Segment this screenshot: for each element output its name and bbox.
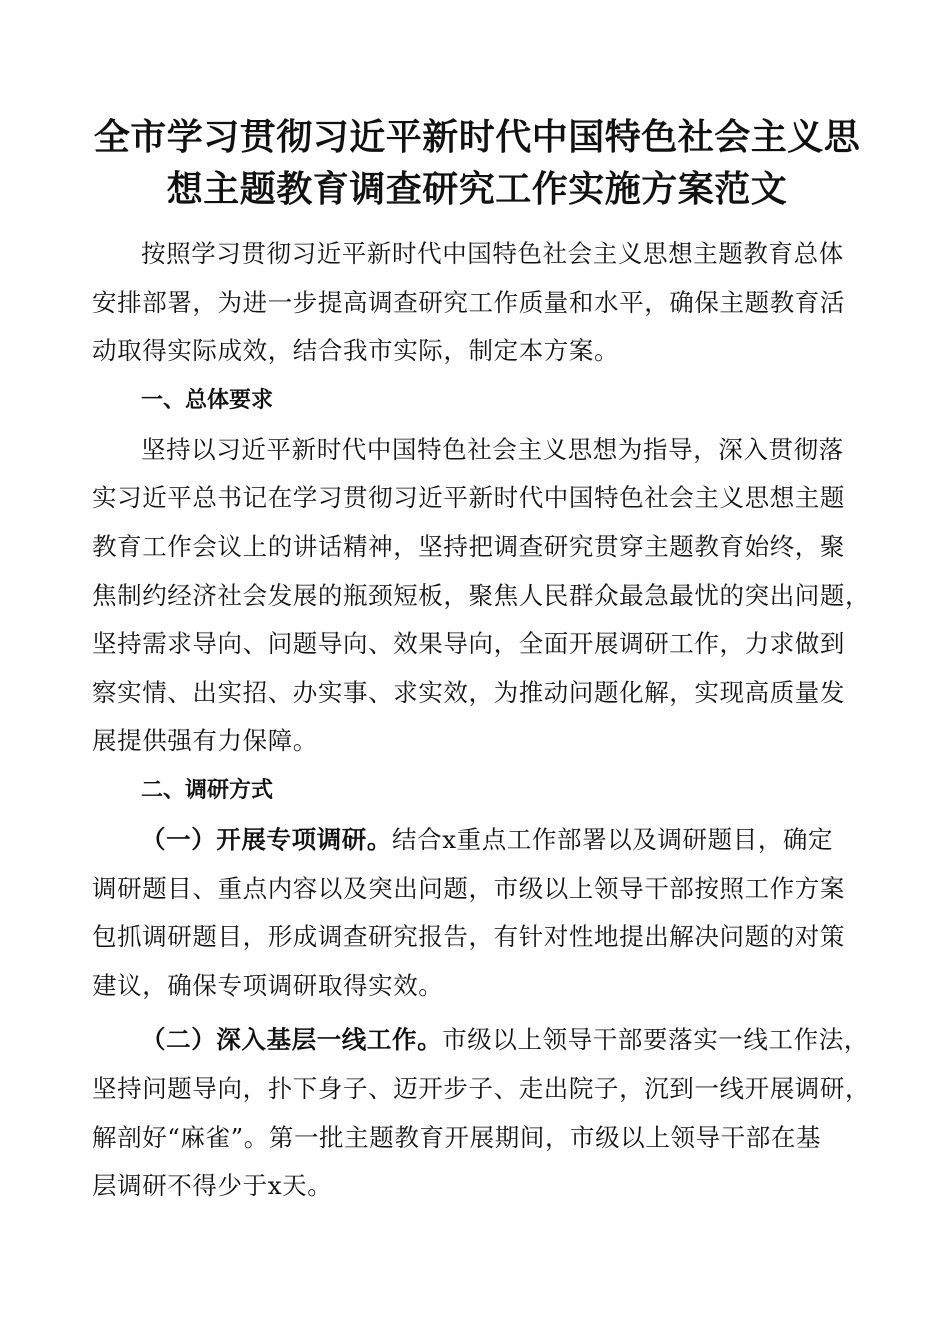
item1-line-2: 调研题目、重点内容以及突出问题，市级以上领导干部按照工作方案 [92,873,845,903]
section1-line-2: 实习近平总书记在学习贯彻习近平新时代中国特色社会主义思想主题 [92,483,845,513]
section1-paragraph [92,426,871,766]
item2-line-1 [92,1016,869,1065]
item2-first-text: 市级以上领导干部要落实一线工作法， [442,1025,869,1055]
intro-line-2: 安排部署，为进一步提高调查研究工作质量和水平，确保主题教育活 [92,287,845,317]
item2-line-4: 层调研不得少于x天。 [92,1171,333,1201]
section1-line-6: 察实情、出实招、办实事、求实效，为推动问题化解，实现高质量发 [92,677,845,707]
section1-line-4: 焦制约经济社会发展的瓶颈短板，聚焦人民群众最急最忧的突出问题， [92,580,871,610]
section1-line-1: 坚持以习近平新时代中国特色社会主义思想为指导，深入贯彻落 [141,434,844,464]
item2-line-2: 坚持问题导向，扑下身子、迈开步子、走出院子，沉到一线开展调研， [92,1073,871,1103]
item1-line-4: 建议，确保专项调研取得实效。 [92,970,444,1000]
item1-line-3: 包抓调研题目，形成调查研究报告，有针对性地提出解决问题的对策 [92,922,845,952]
item1-paragraph [92,816,862,1010]
intro-line-3: 动取得实际成效，结合我市实际，制定本方案。 [92,336,620,366]
item2-line-3: 解剖好“麻雀”。第一批主题教育开展期间，市级以上领导干部在基 [92,1122,822,1152]
section1-line-7: 展提供强有力保障。 [92,726,318,756]
title-line-1: 全市学习贯彻习近平新时代中国特色社会主义思 [93,117,861,158]
item2-lead: （二）深入基层一线工作。 [141,1025,443,1055]
document-page [92,112,871,1211]
item2-paragraph [92,1016,871,1210]
item1-first-text: 结合x重点工作部署以及调研题目，确定 [392,824,834,854]
intro-line-1: 按照学习贯彻习近平新时代中国特色社会主义思想主题教育总体 [141,239,844,268]
item1-line-1 [92,816,862,865]
section2-heading: 二、调研方式 [141,777,274,803]
section1-line-5: 坚持需求导向、问题导向、效果导向，全面开展调研工作，力求做到 [92,629,845,659]
item1-lead: （一）开展专项调研。 [141,824,392,854]
document-title [92,112,862,216]
section1-line-3: 教育工作会议上的讲话精神，坚持把调查研究贯穿主题教育始终，聚 [92,531,845,561]
section1-heading: 一、总体要求 [141,387,274,413]
intro-paragraph [92,230,862,376]
title-line-2: 想主题教育调查研究工作实施方案范文 [166,169,788,210]
